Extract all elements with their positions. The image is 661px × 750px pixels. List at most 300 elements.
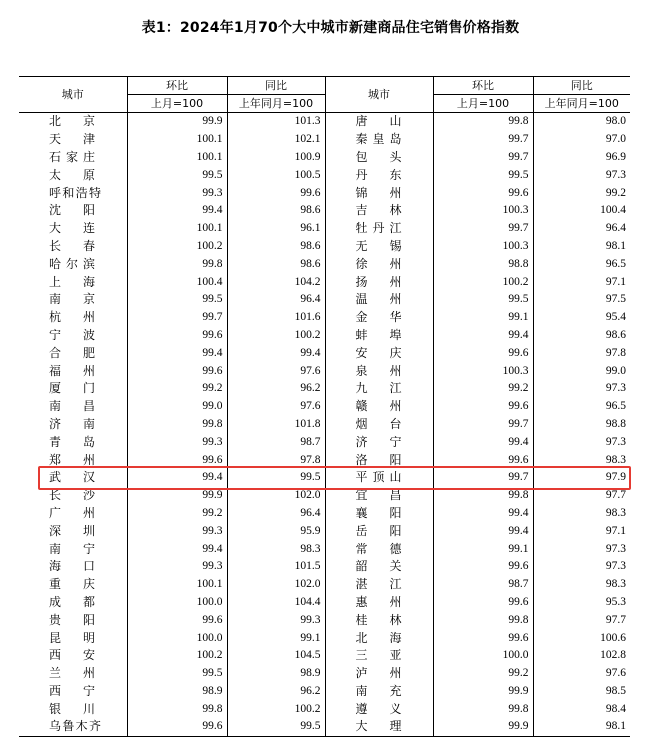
city-label: 昆明 (49, 630, 95, 645)
yoy-value-left: 96.4 (227, 505, 325, 523)
table-row (19, 647, 630, 665)
table-row (19, 718, 630, 736)
city-name-right (325, 505, 433, 523)
table-row (19, 113, 630, 131)
city-label: 兰州 (49, 666, 95, 681)
yoy-value-right: 97.7 (533, 611, 630, 629)
city-label: 秦皇岛 (355, 132, 402, 147)
city-name-left (19, 433, 127, 451)
city-name-right (325, 309, 433, 327)
table-row (19, 505, 630, 523)
city-name-left (19, 487, 127, 505)
city-name-left (19, 683, 127, 701)
city-label: 长春 (49, 238, 95, 253)
mom-value-left: 100.1 (127, 220, 227, 238)
table-row (19, 416, 630, 434)
city-name-left (19, 113, 127, 131)
yoy-value-left: 98.3 (227, 540, 325, 558)
table-row (19, 309, 630, 327)
mom-value-left: 99.4 (127, 469, 227, 487)
yoy-value-left: 99.5 (227, 718, 325, 736)
city-name-left (19, 718, 127, 736)
yoy-value-left: 99.5 (227, 469, 325, 487)
yoy-value-right: 97.3 (533, 540, 630, 558)
mom-value-left: 99.8 (127, 416, 227, 434)
city-name-right (325, 273, 433, 291)
city-name-left (19, 220, 127, 238)
table-row (19, 255, 630, 273)
city-name-right (325, 362, 433, 380)
yoy-value-right: 98.0 (533, 113, 630, 131)
mom-value-left: 99.3 (127, 433, 227, 451)
table-row (19, 611, 630, 629)
yoy-value-left: 104.2 (227, 273, 325, 291)
mom-value-right: 99.8 (433, 487, 533, 505)
city-name-left (19, 131, 127, 149)
city-label: 银川 (49, 701, 95, 716)
yoy-value-left: 98.9 (227, 665, 325, 683)
yoy-value-right: 100.6 (533, 629, 630, 647)
mom-value-left: 99.9 (127, 487, 227, 505)
city-name-right (325, 327, 433, 345)
yoy-value-left: 99.4 (227, 344, 325, 362)
city-label: 常德 (355, 541, 402, 556)
yoy-value-left: 96.1 (227, 220, 325, 238)
mom-value-left: 99.7 (127, 309, 227, 327)
mom-value-left: 99.2 (127, 505, 227, 523)
mom-value-right: 99.6 (433, 344, 533, 362)
city-label: 广州 (49, 505, 95, 520)
mom-value-left: 99.5 (127, 291, 227, 309)
yoy-value-right: 97.1 (533, 522, 630, 540)
yoy-value-left: 99.1 (227, 629, 325, 647)
price-index-table (19, 76, 630, 737)
city-label: 宜昌 (355, 488, 402, 503)
mom-value-right: 99.4 (433, 327, 533, 345)
yoy-value-right: 96.5 (533, 398, 630, 416)
city-name-left (19, 469, 127, 487)
table-row (19, 683, 630, 701)
mom-value-left: 99.5 (127, 166, 227, 184)
mom-value-left: 99.6 (127, 611, 227, 629)
yoy-value-right: 98.6 (533, 327, 630, 345)
yoy-value-left: 102.1 (227, 131, 325, 149)
yoy-value-left: 99.3 (227, 611, 325, 629)
yoy-value-right: 97.9 (533, 469, 630, 487)
yoy-value-right: 95.4 (533, 309, 630, 327)
city-label: 福州 (49, 363, 95, 378)
header-yoy-base-right: 上年同月=100 (533, 95, 630, 113)
yoy-value-left: 101.6 (227, 309, 325, 327)
city-label: 赣州 (355, 399, 402, 414)
city-name-right (325, 522, 433, 540)
city-name-right (325, 220, 433, 238)
yoy-value-left: 95.9 (227, 522, 325, 540)
city-label: 深圳 (49, 523, 95, 538)
yoy-value-right: 96.5 (533, 255, 630, 273)
city-name-right (325, 238, 433, 256)
yoy-value-left: 97.6 (227, 362, 325, 380)
mom-value-left: 99.2 (127, 380, 227, 398)
table-row (19, 558, 630, 576)
yoy-value-right: 98.1 (533, 718, 630, 736)
city-name-left (19, 166, 127, 184)
yoy-value-right: 96.4 (533, 220, 630, 238)
city-name-right (325, 683, 433, 701)
yoy-value-left: 98.6 (227, 255, 325, 273)
mom-value-left: 99.6 (127, 718, 227, 736)
table-row (19, 594, 630, 612)
table-title: 表1：2024年1月70个大中城市新建商品住宅销售价格指数 (141, 20, 520, 36)
city-name-left (19, 273, 127, 291)
city-name-right (325, 594, 433, 612)
yoy-value-left: 102.0 (227, 576, 325, 594)
city-label: 南宁 (49, 541, 95, 556)
mom-value-right: 99.9 (433, 718, 533, 736)
mom-value-right: 99.4 (433, 522, 533, 540)
city-label: 徐州 (355, 256, 402, 271)
yoy-value-left: 96.4 (227, 291, 325, 309)
mom-value-right: 99.4 (433, 505, 533, 523)
yoy-value-right: 97.5 (533, 291, 630, 309)
city-label: 岳阳 (355, 523, 402, 538)
mom-value-left: 99.8 (127, 700, 227, 718)
yoy-value-left: 101.8 (227, 416, 325, 434)
city-label: 平顶山 (355, 470, 402, 485)
table-row (19, 273, 630, 291)
city-label: 重庆 (49, 577, 95, 592)
city-name-right (325, 416, 433, 434)
city-label: 丹东 (355, 167, 402, 182)
city-name-left (19, 238, 127, 256)
city-label: 安庆 (355, 345, 402, 360)
mom-value-left: 100.2 (127, 647, 227, 665)
header-city-left: 城市 (19, 77, 127, 113)
city-label: 沈阳 (49, 203, 95, 218)
table-row (19, 149, 630, 167)
yoy-value-right: 97.7 (533, 487, 630, 505)
city-label: 天津 (49, 132, 95, 147)
city-label: 泉州 (355, 363, 402, 378)
yoy-value-left: 101.5 (227, 558, 325, 576)
yoy-value-left: 100.9 (227, 149, 325, 167)
city-label: 宁波 (49, 327, 95, 342)
yoy-value-right: 98.3 (533, 505, 630, 523)
city-name-right (325, 718, 433, 736)
city-label: 呼和浩特 (49, 185, 101, 200)
city-name-right (325, 184, 433, 202)
mom-value-right: 98.8 (433, 255, 533, 273)
city-name-right (325, 433, 433, 451)
table-row (19, 184, 630, 202)
table-row (19, 665, 630, 683)
yoy-value-right: 97.3 (533, 433, 630, 451)
city-label: 三亚 (355, 648, 402, 663)
city-label: 蚌埠 (355, 327, 402, 342)
table-row (19, 451, 630, 469)
mom-value-right: 99.4 (433, 433, 533, 451)
city-label: 郑州 (49, 452, 95, 467)
yoy-value-left: 97.8 (227, 451, 325, 469)
city-label: 青岛 (49, 434, 95, 449)
yoy-value-right: 97.6 (533, 665, 630, 683)
city-label: 惠州 (355, 594, 402, 609)
city-label: 大连 (49, 221, 95, 236)
yoy-value-left: 98.6 (227, 238, 325, 256)
yoy-value-left: 98.6 (227, 202, 325, 220)
yoy-value-right: 98.1 (533, 238, 630, 256)
mom-value-right: 99.8 (433, 611, 533, 629)
city-name-left (19, 629, 127, 647)
mom-value-right: 98.7 (433, 576, 533, 594)
mom-value-right: 100.3 (433, 202, 533, 220)
city-name-right (325, 344, 433, 362)
city-name-left (19, 327, 127, 345)
city-label: 金华 (355, 310, 402, 325)
city-name-left (19, 362, 127, 380)
city-name-right (325, 665, 433, 683)
mom-value-right: 99.1 (433, 540, 533, 558)
city-name-right (325, 380, 433, 398)
yoy-value-right: 102.8 (533, 647, 630, 665)
table-row (19, 220, 630, 238)
city-name-right (325, 451, 433, 469)
mom-value-right: 99.7 (433, 220, 533, 238)
city-name-right (325, 576, 433, 594)
yoy-value-right: 97.1 (533, 273, 630, 291)
city-label: 南京 (49, 292, 95, 307)
mom-value-right: 99.2 (433, 380, 533, 398)
yoy-value-left: 100.2 (227, 327, 325, 345)
table-row (19, 166, 630, 184)
header-yoy-right: 同比 (533, 77, 630, 95)
mom-value-right: 100.2 (433, 273, 533, 291)
mom-value-left: 100.2 (127, 238, 227, 256)
yoy-value-left: 101.3 (227, 113, 325, 131)
mom-value-left: 99.3 (127, 522, 227, 540)
city-label: 无锡 (355, 238, 402, 253)
yoy-value-right: 96.9 (533, 149, 630, 167)
city-label: 杭州 (49, 310, 95, 325)
table-row (19, 202, 630, 220)
mom-value-right: 99.5 (433, 166, 533, 184)
mom-value-right: 99.7 (433, 131, 533, 149)
city-name-left (19, 594, 127, 612)
city-name-right (325, 700, 433, 718)
city-label: 北京 (49, 114, 95, 129)
yoy-value-left: 100.2 (227, 700, 325, 718)
city-label: 烟台 (355, 416, 402, 431)
mom-value-left: 99.6 (127, 327, 227, 345)
yoy-value-right: 98.8 (533, 416, 630, 434)
yoy-value-right: 99.2 (533, 184, 630, 202)
mom-value-left: 99.3 (127, 184, 227, 202)
city-label: 韶关 (355, 559, 402, 574)
yoy-value-right: 98.5 (533, 683, 630, 701)
mom-value-left: 99.4 (127, 202, 227, 220)
table-row (19, 344, 630, 362)
city-label: 哈尔滨 (49, 256, 95, 271)
city-name-right (325, 113, 433, 131)
city-label: 北海 (355, 630, 402, 645)
mom-value-left: 99.5 (127, 665, 227, 683)
mom-value-left: 100.1 (127, 131, 227, 149)
city-label: 武汉 (49, 470, 95, 485)
yoy-value-right: 98.3 (533, 576, 630, 594)
city-name-left (19, 700, 127, 718)
table-row (19, 398, 630, 416)
yoy-value-left: 104.5 (227, 647, 325, 665)
city-label: 石家庄 (49, 149, 95, 164)
city-name-left (19, 344, 127, 362)
city-name-left (19, 184, 127, 202)
city-label: 锦州 (355, 185, 402, 200)
mom-value-left: 99.0 (127, 398, 227, 416)
city-name-left (19, 451, 127, 469)
city-name-right (325, 291, 433, 309)
header-mom-base-left: 上月=100 (127, 95, 227, 113)
city-label: 海口 (49, 559, 95, 574)
city-label: 唐山 (355, 114, 402, 129)
city-label: 襄阳 (355, 505, 402, 520)
mom-value-left: 100.1 (127, 149, 227, 167)
mom-value-left: 99.9 (127, 113, 227, 131)
city-name-left (19, 505, 127, 523)
yoy-value-right: 98.3 (533, 451, 630, 469)
mom-value-left: 98.9 (127, 683, 227, 701)
mom-value-right: 99.7 (433, 416, 533, 434)
city-name-right (325, 255, 433, 273)
table-row (19, 522, 630, 540)
mom-value-right: 99.6 (433, 594, 533, 612)
yoy-value-right: 97.0 (533, 131, 630, 149)
yoy-value-right: 100.4 (533, 202, 630, 220)
city-label: 九江 (355, 381, 402, 396)
mom-value-left: 100.0 (127, 629, 227, 647)
city-name-left (19, 558, 127, 576)
city-name-left (19, 255, 127, 273)
yoy-value-left: 99.6 (227, 184, 325, 202)
city-label: 南充 (355, 683, 402, 698)
table-row (19, 131, 630, 149)
city-name-left (19, 398, 127, 416)
mom-value-right: 99.5 (433, 291, 533, 309)
table-row (19, 238, 630, 256)
yoy-value-left: 102.0 (227, 487, 325, 505)
mom-value-right: 99.7 (433, 149, 533, 167)
yoy-value-right: 99.0 (533, 362, 630, 380)
mom-value-right: 100.3 (433, 238, 533, 256)
mom-value-left: 100.1 (127, 576, 227, 594)
city-label: 西安 (49, 648, 95, 663)
city-label: 包头 (355, 149, 402, 164)
table-row (19, 700, 630, 718)
mom-value-right: 99.6 (433, 184, 533, 202)
city-label: 温州 (355, 292, 402, 307)
header-city-right: 城市 (325, 77, 433, 113)
mom-value-right: 100.0 (433, 647, 533, 665)
table-row (19, 487, 630, 505)
city-name-left (19, 416, 127, 434)
yoy-value-right: 97.3 (533, 166, 630, 184)
mom-value-right: 99.6 (433, 398, 533, 416)
city-name-right (325, 629, 433, 647)
city-label: 南昌 (49, 399, 95, 414)
city-label: 大理 (355, 719, 402, 734)
city-label: 厦门 (49, 381, 95, 396)
city-label: 湛江 (355, 577, 402, 592)
yoy-value-right: 97.3 (533, 380, 630, 398)
mom-value-left: 99.6 (127, 362, 227, 380)
city-name-left (19, 611, 127, 629)
city-name-right (325, 469, 433, 487)
yoy-value-left: 98.7 (227, 433, 325, 451)
city-label: 贵阳 (49, 612, 95, 627)
city-name-left (19, 380, 127, 398)
city-name-left (19, 309, 127, 327)
mom-value-right: 99.8 (433, 113, 533, 131)
mom-value-right: 99.9 (433, 683, 533, 701)
city-label: 桂林 (355, 612, 402, 627)
yoy-value-right: 97.3 (533, 558, 630, 576)
header-yoy-base-left: 上年同月=100 (227, 95, 325, 113)
city-label: 遵义 (355, 701, 402, 716)
city-name-left (19, 576, 127, 594)
mom-value-right: 99.2 (433, 665, 533, 683)
table-row (19, 327, 630, 345)
mom-value-right: 100.3 (433, 362, 533, 380)
mom-value-left: 100.4 (127, 273, 227, 291)
yoy-value-left: 100.5 (227, 166, 325, 184)
city-label: 太原 (49, 167, 95, 182)
city-label: 扬州 (355, 274, 402, 289)
table-row-highlighted (19, 469, 630, 487)
table-row (19, 380, 630, 398)
city-name-left (19, 665, 127, 683)
city-name-left (19, 522, 127, 540)
city-label: 西宁 (49, 683, 95, 698)
city-name-left (19, 291, 127, 309)
table-row (19, 362, 630, 380)
table-row (19, 576, 630, 594)
header-yoy-left: 同比 (227, 77, 325, 95)
city-name-right (325, 558, 433, 576)
city-label: 牡丹江 (355, 221, 402, 236)
table-row (19, 291, 630, 309)
city-name-right (325, 166, 433, 184)
city-name-right (325, 131, 433, 149)
yoy-value-left: 96.2 (227, 683, 325, 701)
table-body (19, 113, 630, 737)
table-row (19, 629, 630, 647)
city-label: 济南 (49, 416, 95, 431)
city-label: 成都 (49, 594, 95, 609)
mom-value-right: 99.8 (433, 700, 533, 718)
header-mom-base-right: 上月=100 (433, 95, 533, 113)
city-name-left (19, 149, 127, 167)
yoy-value-right: 95.3 (533, 594, 630, 612)
city-name-right (325, 540, 433, 558)
mom-value-right: 99.6 (433, 451, 533, 469)
city-name-left (19, 540, 127, 558)
mom-value-left: 99.4 (127, 344, 227, 362)
city-label: 上海 (49, 274, 95, 289)
city-name-right (325, 398, 433, 416)
city-name-left (19, 202, 127, 220)
city-label: 合肥 (49, 345, 95, 360)
header-mom-left: 环比 (127, 77, 227, 95)
city-label: 泸州 (355, 666, 402, 681)
